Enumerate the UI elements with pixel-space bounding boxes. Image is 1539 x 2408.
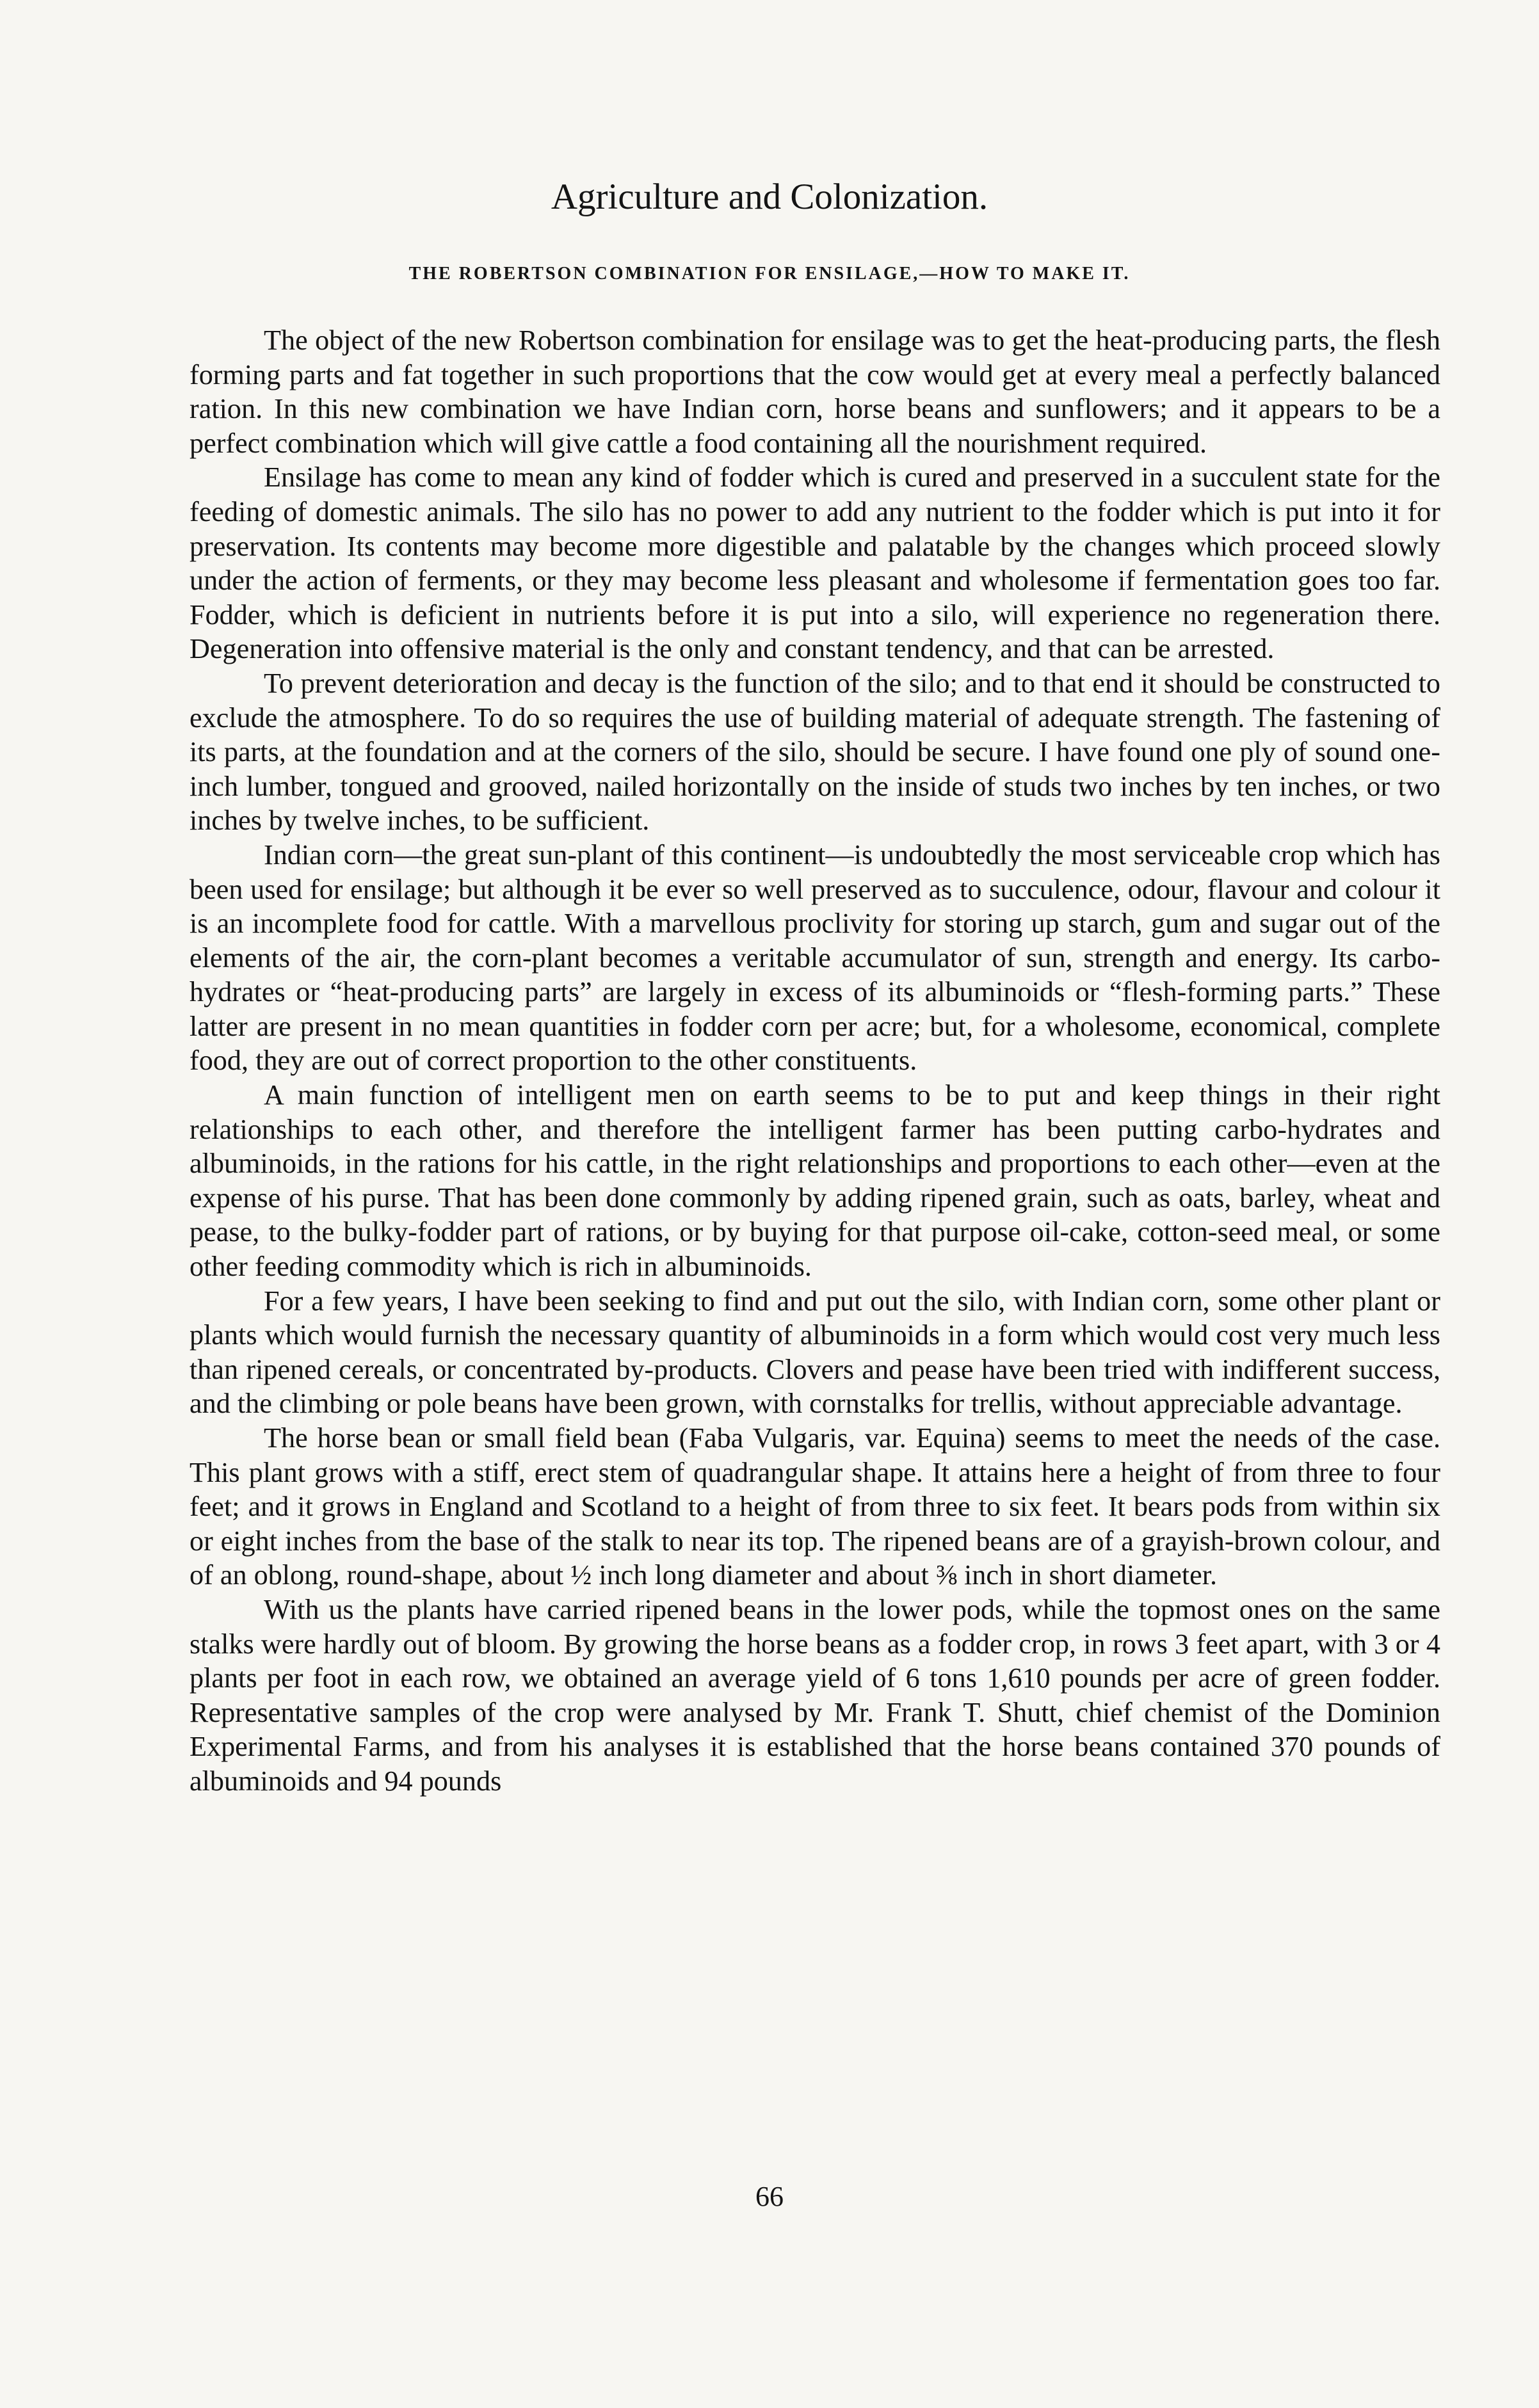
paragraph: A main function of intelligent men on earth seems to be to put and keep things in their right relationships to each other, and therefore the intelligent farmer has been putting carbo-hydrates and albuminoids, in the rations for his cattle, in the right relationships and proportions to each other—even at the expense of his purse. That has been done commonly by adding ripened grain, such as oats, barley, wheat and pease, to the bulky-fodder part of rations, or by buying for that purpose oil-cake, cotton-seed meal, or some other feeding commodity which is rich in albuminoids. [189,1079,1440,1283]
paragraph: With us the plants have carried ripened beans in the lower pods, while the topmost ones on the same stalks were hardly out of bloom. By growing the horse beans as a fodder crop, in rows 3 feet apart, with 3 or 4 plants per foot in each row, we obtained an average yield of 6 tons 1,610 pounds per acre of green fodder. Representative samples of the crop were analysed by Mr. Frank T. Shutt, chief chemist of the Dominion Experimental Farms, and from his analyses it is established that the horse beans contained 370 pounds of albuminoids and 94 pounds [189,1593,1440,1797]
article-subtitle: THE ROBERTSON COMBINATION FOR ENSILAGE,—HOW TO MAKE IT. [408,264,1131,284]
paragraph: The object of the new Robertson combination for ensilage was to get the heat-producing parts, the flesh forming parts and fat together in such proportions that the cow would get at every meal a perfectly balanced ration. In this new combination we have Indian corn, horse beans and sunflowers; and it appears to be a perfect combination which will give cattle a food containing all the nourishment required. [189,325,1440,459]
paragraph: To prevent deterioration and decay is the function of the silo; and to that end it should be constructed to exclude the atmosphere. To do so requires the use of building material of adequate strength. The fastening of its parts, at the foundation and at the corners of the silo, should be secure. I have found one ply of sound one-inch lumber, tongued and grooved, nailed horizontally on the inside of studs two inches by ten inches, or two inches by twelve inches, to be sufficient. [189,667,1440,837]
page-number: 66 [755,2181,784,2212]
page-title: Agriculture and Colonization. [551,177,988,217]
paragraph: For a few years, I have been seeking to find and put out the silo, with Indian corn, some other plant or plants which would furnish the necessary quantity of albuminoids in a form which would cost very much less than ripened cereals, or concentrated by-products. Clovers and pease have been tried with indifferent success, and the climbing or pole beans have been grown, with cornstalks for trellis, without appreciable advantage. [189,1285,1440,1420]
paragraph: Ensilage has come to mean any kind of fodder which is cured and preserved in a succulent state for the feeding of domestic animals. The silo has no power to add any nutrient to the fodder which is put into it for preservation. Its contents may become more digestible and palatable by the changes which proceed slowly under the action of ferments, or they may become less pleasant and wholesome if fermentation goes too far. Fodder, which is deficient in nutrients before it is put into a silo, will experience no regeneration there. Degeneration into offensive material is the only and constant tendency, and that can be arrested. [189,462,1440,665]
paragraph: The horse bean or small field bean (Faba Vulgaris, var. Equina) seems to meet the needs of the case. This plant grows with a stiff, erect stem of quadrangular shape. It attains here a height of from three to four feet; and it grows in England and Scotland to a height of from three to six feet. It bears pods from within six or eight inches from the base of the stalk to near its top. The ripened beans are of a grayish-brown colour, and of an oblong, round-shape, about ½ inch long diameter and about ⅜ inch in short diameter. [189,1422,1440,1591]
article-body [189,323,1440,1799]
paragraph: Indian corn—the great sun-plant of this continent—is undoubtedly the most serviceable crop which has been used for ensilage; but although it be ever so well preserved as to succulence, odour, flavour and colour it is an incomplete food for cattle. With a marvellous proclivity for storing up starch, gum and sugar out of the elements of the air, the corn-plant becomes a veritable accumulator of sun, strength and energy. Its carbo-hydrates or “heat-producing parts” are largely in excess of its albuminoids or “flesh-forming parts.” These latter are present in no mean quantities in fodder corn per acre; but, for a wholesome, economical, complete food, they are out of correct proportion to the other constituents. [189,839,1440,1077]
